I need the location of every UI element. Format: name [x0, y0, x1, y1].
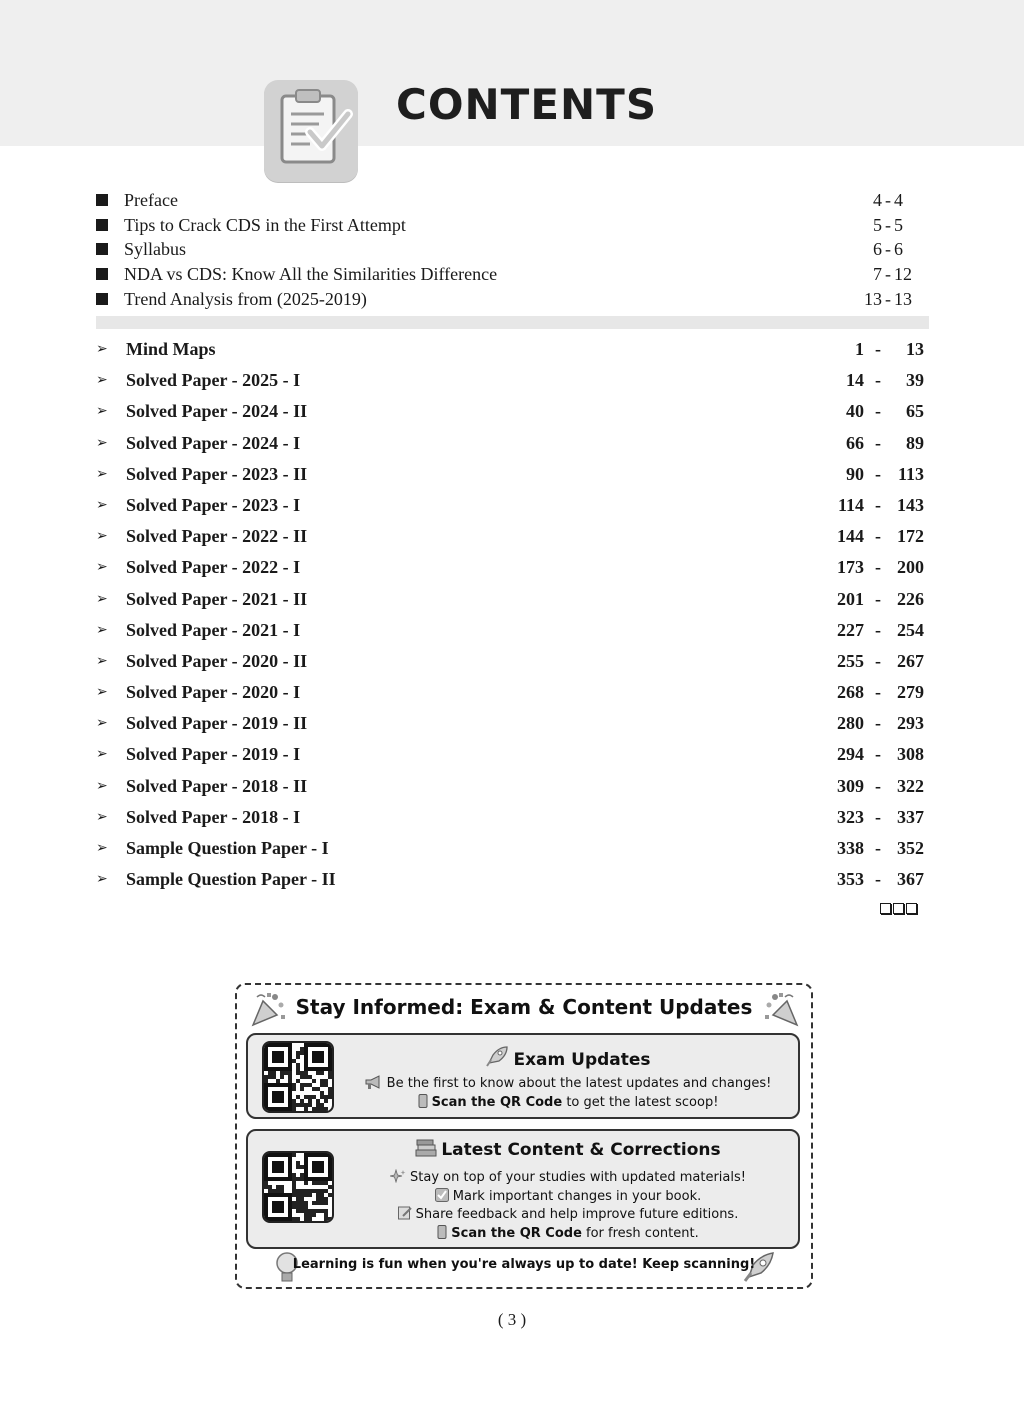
updates-footer: Learning is fun when you're always up to date! Keep scanning!	[292, 1257, 756, 1272]
chapter-item[interactable]	[96, 462, 926, 493]
page-dash: -	[875, 401, 881, 422]
front-matter-list	[96, 188, 926, 311]
end-square-icon	[893, 903, 904, 914]
page-to: 4	[894, 190, 903, 210]
square-bullet-icon	[96, 243, 108, 255]
books-icon	[415, 1139, 437, 1162]
page-from: 173	[837, 557, 864, 578]
chapter-item[interactable]	[96, 618, 926, 649]
chapter-item[interactable]	[96, 368, 926, 399]
page-from: 6	[873, 239, 882, 260]
arrow-bullet-icon: ➢	[96, 403, 108, 420]
page-dash: -	[875, 619, 881, 640]
arrow-bullet-icon: ➢	[96, 652, 108, 669]
page-range	[824, 337, 924, 361]
chapter-item[interactable]	[96, 524, 926, 555]
chapter-item[interactable]	[96, 774, 926, 805]
page-range	[858, 188, 918, 212]
entry-title: Tips to Crack CDS in the First Attempt	[124, 214, 406, 235]
entry-title: Solved Paper - 2021 - II	[126, 588, 308, 609]
page-to: 6	[894, 239, 903, 260]
page-to: 113	[897, 463, 924, 484]
page-to: 267	[897, 650, 924, 671]
entry-title: Solved Paper - 2022 - II	[126, 526, 308, 547]
exam-updates-panel	[246, 1033, 800, 1119]
checkbox-icon	[435, 1188, 449, 1206]
page-range	[824, 462, 924, 486]
arrow-bullet-icon: ➢	[96, 808, 108, 825]
entry-title: Solved Paper - 2021 - I	[126, 619, 301, 640]
content-updates-line-3: Share feedback and help improve future editions.	[348, 1206, 788, 1224]
clipboard-check-icon	[264, 80, 358, 182]
front-matter-item[interactable]	[96, 287, 926, 312]
phone-icon	[437, 1225, 447, 1243]
chapter-item[interactable]	[96, 805, 926, 836]
chapter-item[interactable]	[96, 337, 926, 368]
page-from: 66	[846, 432, 864, 453]
page-range	[858, 213, 918, 237]
page-from: 338	[837, 838, 864, 858]
arrow-bullet-icon: ➢	[96, 528, 108, 545]
page-dash: -	[875, 557, 881, 578]
section-divider	[96, 316, 929, 329]
page-to: 367	[897, 869, 924, 890]
front-matter-item[interactable]	[96, 188, 926, 213]
page-dash: -	[875, 339, 881, 359]
entry-title: Solved Paper - 2019 - II	[126, 713, 308, 734]
updates-box	[235, 983, 813, 1289]
arrow-bullet-icon: ➢	[96, 590, 108, 607]
page-from: 353	[837, 869, 864, 890]
page-range	[824, 493, 924, 517]
entry-title: NDA vs CDS: Know All the Similarities Difference	[124, 264, 498, 285]
rocket-icon	[485, 1045, 509, 1072]
page-to: 5	[894, 214, 903, 235]
page-range	[824, 836, 924, 860]
page-dash: -	[875, 869, 881, 890]
page-range	[824, 774, 924, 798]
page-to: 254	[897, 619, 924, 640]
page-to: 172	[897, 526, 924, 547]
megaphone-icon	[365, 1075, 383, 1093]
page-to: 89	[906, 432, 924, 453]
page-to: 293	[897, 713, 924, 734]
arrow-bullet-icon: ➢	[96, 621, 108, 638]
page-dash: -	[875, 432, 881, 453]
page-title: CONTENTS	[396, 80, 658, 129]
arrow-bullet-icon: ➢	[96, 341, 108, 357]
page-to: 143	[897, 494, 924, 515]
phone-icon	[418, 1094, 428, 1112]
page-dash: -	[875, 713, 881, 734]
page-from: 294	[837, 744, 864, 765]
page-dash: -	[885, 288, 891, 309]
end-marks	[880, 903, 917, 914]
entry-title: Solved Paper - 2023 - II	[126, 463, 308, 484]
entry-title: Solved Paper - 2025 - I	[126, 370, 301, 391]
page-range	[824, 618, 924, 642]
sparkles-icon	[390, 1169, 406, 1187]
page-from: 144	[837, 526, 864, 547]
page-to: 13	[894, 288, 912, 309]
chapter-item[interactable]	[96, 399, 926, 430]
page-to: 352	[897, 838, 924, 858]
page-from: 268	[837, 682, 864, 703]
page-from: 1	[855, 339, 864, 359]
page-dash: -	[875, 588, 881, 609]
page-range	[824, 742, 924, 766]
page-from: 309	[837, 775, 864, 796]
arrow-bullet-icon: ➢	[96, 465, 108, 482]
entry-title: Solved Paper - 2018 - II	[126, 775, 308, 796]
front-matter-item[interactable]	[96, 237, 926, 262]
page-range	[824, 680, 924, 704]
square-bullet-icon	[96, 268, 108, 280]
page-dash: -	[875, 463, 881, 484]
entry-title: Mind Maps	[126, 339, 216, 359]
entry-title: Sample Question Paper - II	[126, 869, 336, 890]
front-matter-item[interactable]	[96, 213, 926, 238]
chapter-item[interactable]	[96, 680, 926, 711]
page-dash: -	[875, 650, 881, 671]
arrow-bullet-icon: ➢	[96, 684, 108, 701]
chapter-item[interactable]	[96, 431, 926, 462]
chapter-item[interactable]	[96, 587, 926, 618]
arrow-bullet-icon: ➢	[96, 871, 108, 888]
content-updates-line-1: Stay on top of your studies with updated materials!	[348, 1169, 788, 1187]
chapter-item[interactable]	[96, 742, 926, 773]
page-to: 279	[897, 682, 924, 703]
square-bullet-icon	[96, 194, 108, 206]
arrow-bullet-icon: ➢	[96, 559, 108, 576]
page-from: 4	[873, 190, 882, 210]
entry-title: Preface	[124, 190, 178, 210]
entry-title: Solved Paper - 2019 - I	[126, 744, 301, 765]
arrow-bullet-icon: ➢	[96, 496, 108, 513]
content-updates-panel	[246, 1129, 800, 1249]
page-from: 280	[837, 713, 864, 734]
qr-code-icon[interactable]	[262, 1151, 334, 1223]
end-square-icon	[906, 903, 917, 914]
page-dash: -	[875, 494, 881, 515]
page-to: 13	[906, 339, 924, 359]
page-range	[824, 805, 924, 829]
page-from: 5	[873, 214, 882, 235]
content-updates-line-2: Mark important changes in your book.	[348, 1188, 788, 1206]
page-number: ( 3 )	[497, 1310, 527, 1329]
arrow-bullet-icon: ➢	[96, 434, 108, 451]
arrow-bullet-icon: ➢	[96, 372, 108, 389]
page-to: 200	[897, 557, 924, 578]
square-bullet-icon	[96, 219, 108, 231]
page-from: 227	[837, 619, 864, 640]
page-dash: -	[885, 239, 891, 260]
entry-title: Solved Paper - 2022 - I	[126, 557, 301, 578]
qr-code-icon[interactable]	[262, 1041, 334, 1113]
page-to: 39	[906, 370, 924, 391]
page-from: 7	[873, 264, 882, 285]
page-to: 226	[897, 588, 924, 609]
entry-title: Solved Paper - 2018 - I	[126, 806, 301, 827]
chapter-item[interactable]	[96, 836, 926, 867]
page-dash: -	[875, 526, 881, 547]
page-from: 114	[837, 494, 864, 515]
entry-title: Solved Paper - 2020 - I	[126, 682, 301, 703]
arrow-bullet-icon: ➢	[96, 746, 108, 763]
page-to: 65	[906, 401, 924, 422]
page-range	[858, 237, 918, 261]
updates-title: Stay Informed: Exam & Content Updates	[295, 995, 753, 1019]
entry-title: Solved Paper - 2020 - II	[126, 650, 308, 671]
exam-updates-heading: Exam Updates	[348, 1045, 788, 1072]
page-range	[858, 262, 918, 286]
entry-title: Solved Paper - 2024 - II	[126, 401, 308, 422]
exam-updates-line-1: Be the first to know about the latest updates and changes!	[348, 1075, 788, 1093]
chapter-item[interactable]	[96, 555, 926, 586]
exam-updates-line-2: Scan the QR Code to get the latest scoop!	[348, 1094, 788, 1112]
page-range	[824, 867, 924, 891]
page-to: 337	[897, 806, 924, 827]
page-from: 40	[846, 401, 864, 422]
memo-icon	[398, 1206, 412, 1224]
page-dash: -	[885, 214, 891, 235]
content-updates-heading: Latest Content & Corrections	[348, 1139, 788, 1162]
chapter-item[interactable]	[96, 711, 926, 742]
page-from: 323	[837, 806, 864, 827]
entry-title: Syllabus	[124, 239, 187, 260]
page-range	[824, 399, 924, 423]
page-dash: -	[875, 838, 881, 858]
page-dash: -	[885, 190, 891, 210]
page-from: 255	[837, 650, 864, 671]
page-range	[824, 524, 924, 548]
page-range	[824, 711, 924, 735]
entry-title: Sample Question Paper - I	[126, 838, 329, 858]
arrow-bullet-icon: ➢	[96, 777, 108, 794]
page-from: 14	[846, 370, 864, 391]
page-range	[824, 368, 924, 392]
entry-title: Solved Paper - 2023 - I	[126, 494, 301, 515]
arrow-bullet-icon: ➢	[96, 715, 108, 732]
chapter-list	[96, 337, 926, 898]
page-dash: -	[875, 806, 881, 827]
page-from: 90	[846, 463, 864, 484]
content-updates-line-4: Scan the QR Code for fresh content.	[348, 1225, 788, 1243]
page-range	[824, 555, 924, 579]
page-from: 201	[837, 588, 864, 609]
page-dash: -	[875, 775, 881, 796]
page-to: 12	[894, 264, 912, 285]
chapter-item[interactable]	[96, 649, 926, 680]
entry-title: Trend Analysis from (2025-2019)	[124, 288, 367, 309]
arrow-bullet-icon: ➢	[96, 840, 108, 856]
front-matter-item[interactable]	[96, 262, 926, 287]
page-range	[858, 287, 918, 311]
end-square-icon	[880, 903, 891, 914]
page-range	[824, 431, 924, 455]
square-bullet-icon	[96, 293, 108, 305]
page-dash: -	[875, 744, 881, 765]
page-range	[824, 649, 924, 673]
chapter-item[interactable]	[96, 867, 926, 898]
page-from: 13	[864, 288, 882, 309]
page-dash: -	[875, 370, 881, 391]
entry-title: Solved Paper - 2024 - I	[126, 432, 301, 453]
page-dash: -	[885, 264, 891, 285]
page-to: 308	[897, 744, 924, 765]
page-range	[824, 587, 924, 611]
page-dash: -	[875, 682, 881, 703]
page-to: 322	[897, 775, 924, 796]
chapter-item[interactable]	[96, 493, 926, 524]
